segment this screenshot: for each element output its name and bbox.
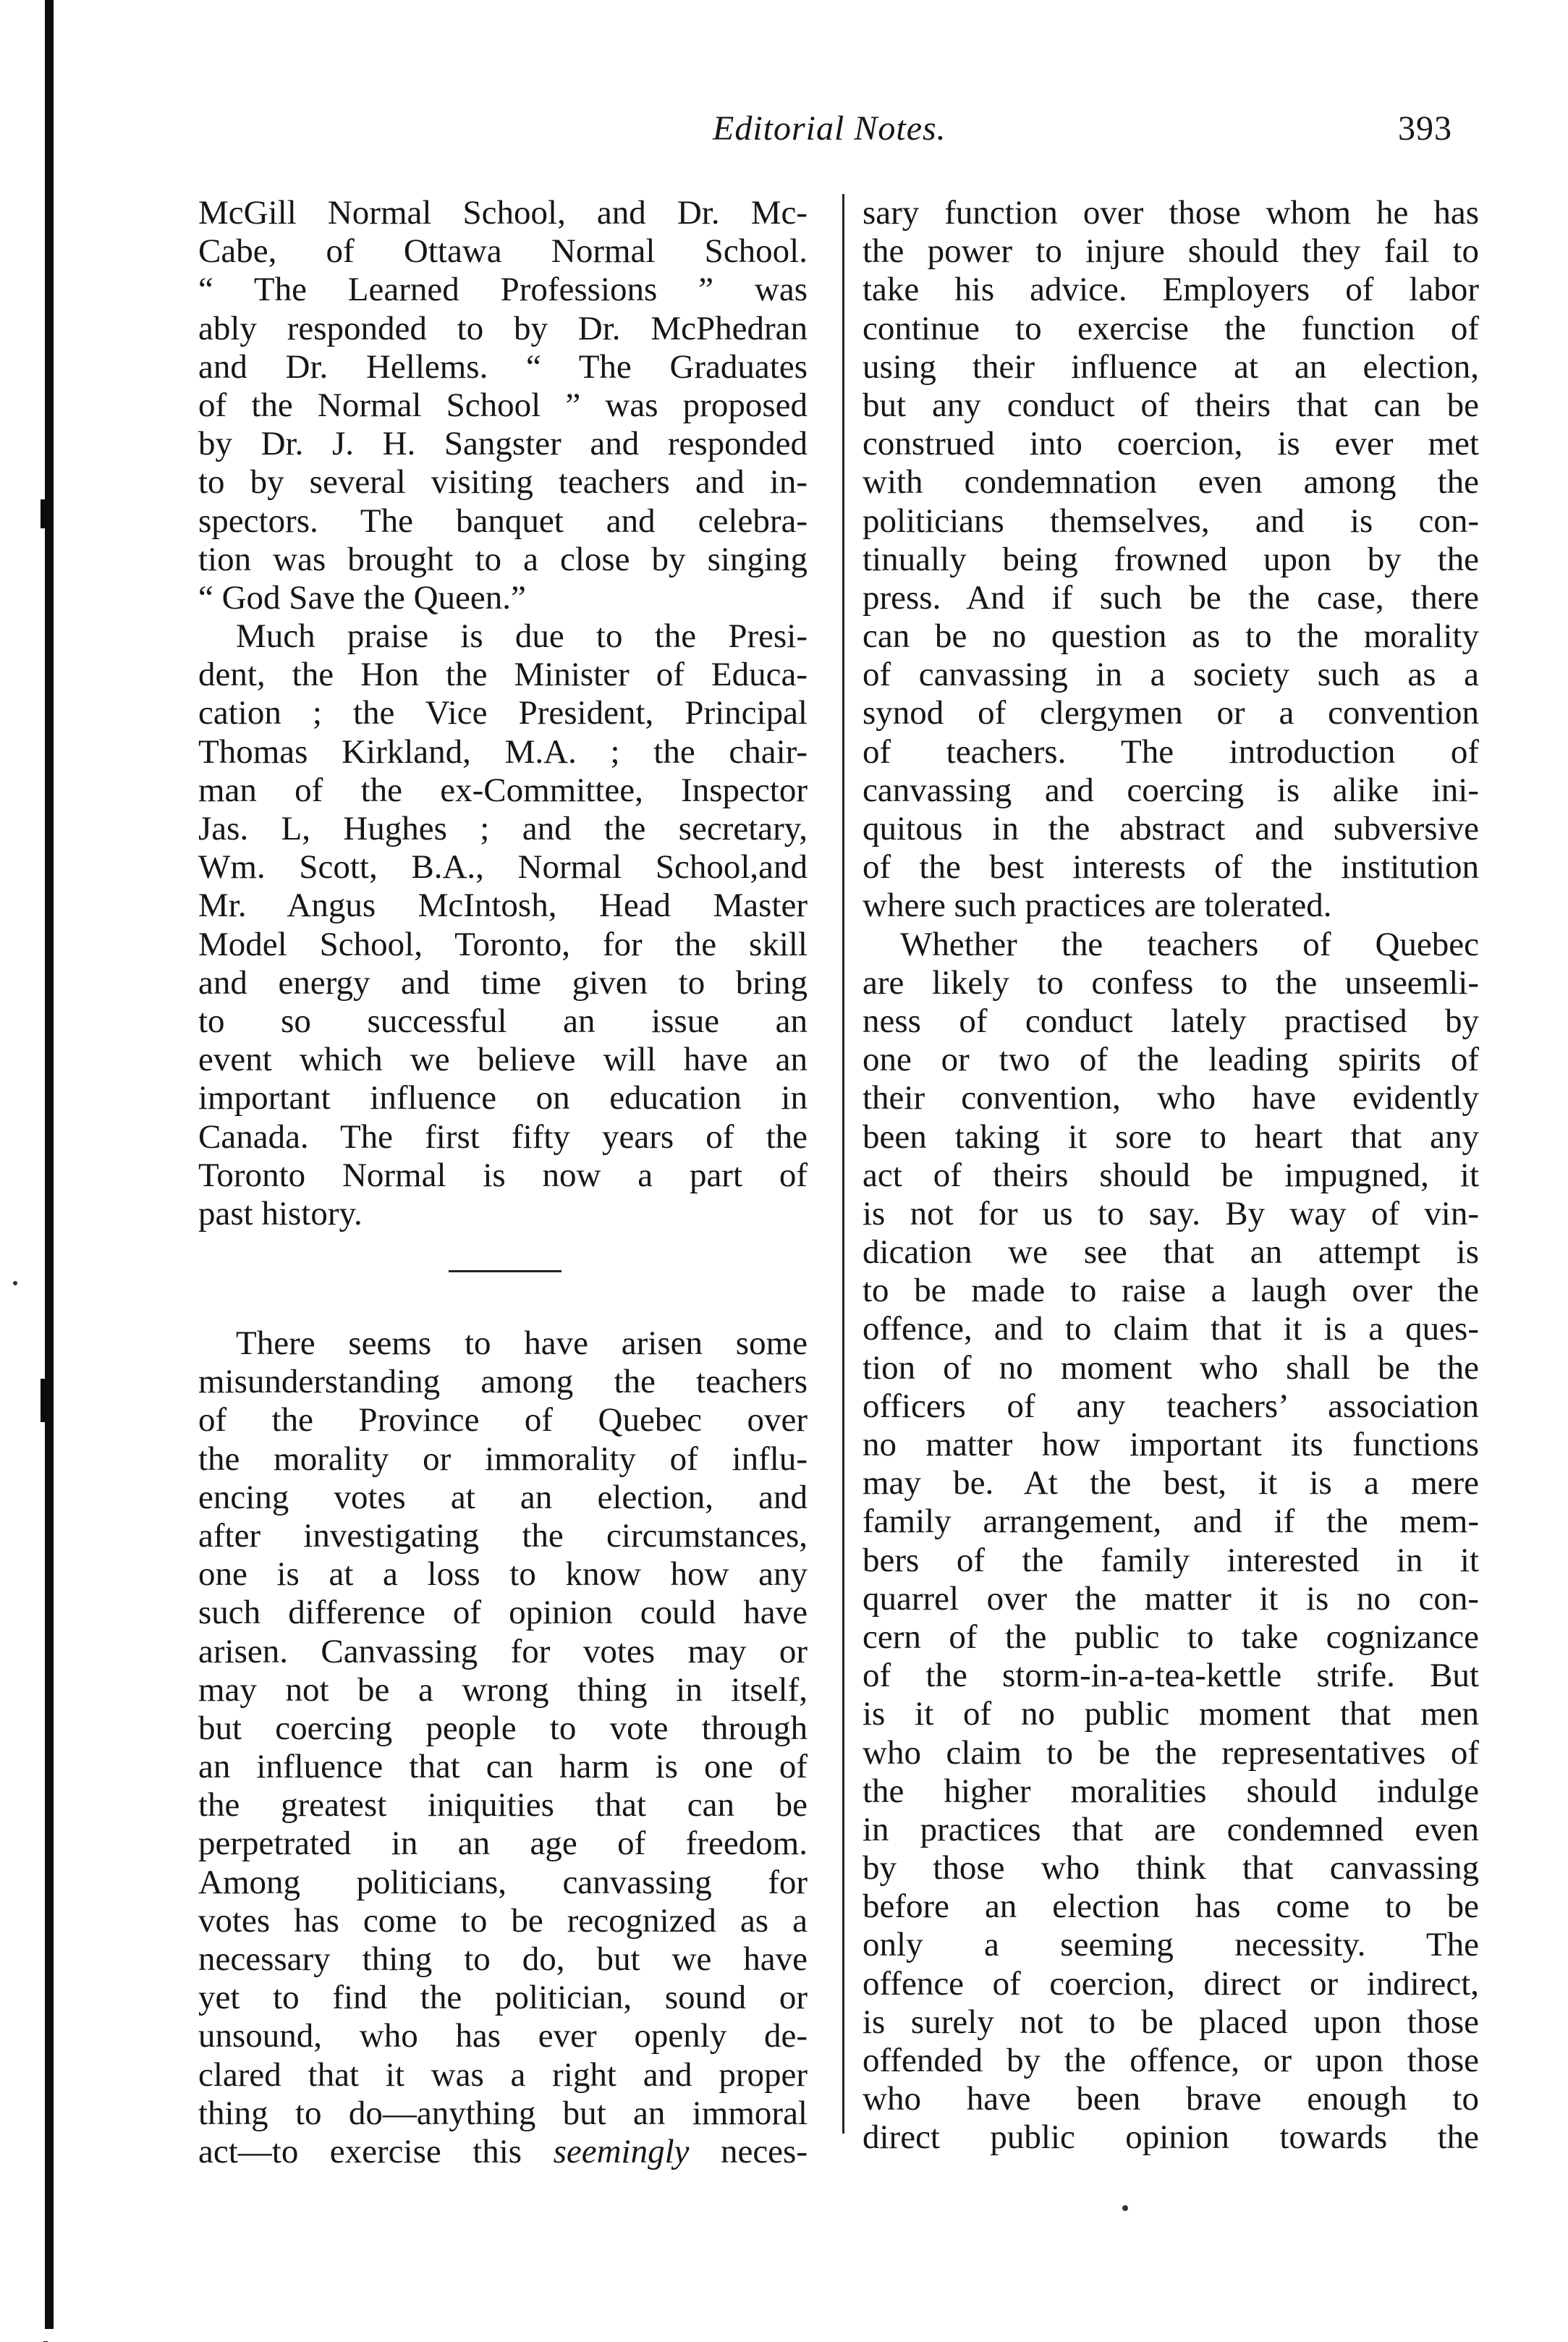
- left-column: [198, 194, 808, 1233]
- text-line: clared that it was a right and proper: [198, 2055, 808, 2094]
- text-line: event which we believe will have an: [198, 1041, 808, 1079]
- text-line: Thomas Kirkland, M.A. ; the chair-: [198, 732, 808, 771]
- text-line: tion was brought to a close by singing: [198, 540, 808, 578]
- text-line: offence, and to claim that it is a ques-: [863, 1310, 1479, 1348]
- text-line: using their influence at an election,: [863, 347, 1479, 386]
- text-line: “ God Save the Queen.”: [198, 578, 526, 617]
- text-line: to so successful an issue an: [198, 1002, 808, 1040]
- text-line: of the best interests of the institution: [863, 848, 1479, 887]
- text-line: only a seeming necessity. The: [863, 1926, 1479, 1964]
- text-fragment: neces-: [689, 2132, 808, 2170]
- text-line: votes has come to be recognized as a: [198, 1901, 808, 1940]
- text-line: in practices that are condemned even: [863, 1810, 1479, 1848]
- text-line: been taking it sore to heart that any: [863, 1117, 1479, 1156]
- paragraph-start: Much praise is due to the Presi-: [236, 617, 808, 656]
- text-line: the greatest iniquities that can be: [198, 1786, 808, 1825]
- column-divider: [842, 194, 844, 2134]
- spine-notch: [41, 1379, 48, 1422]
- text-line: an influence that can harm is one of: [198, 1748, 808, 1786]
- text-line: Mr. Angus McIntosh, Head Master: [198, 887, 808, 925]
- text-line: politicians themselves, and is con-: [863, 502, 1479, 540]
- text-line: but any conduct of theirs that can be: [863, 386, 1479, 424]
- paragraph-start: There seems to have arisen some: [236, 1324, 808, 1362]
- text-line: perpetrated in an age of freedom.: [198, 1825, 808, 1863]
- text-line: ably responded to by Dr. McPhedran: [198, 309, 808, 347]
- text-line: man of the ex-Committee, Inspector: [198, 771, 808, 809]
- text-line: one or two of the leading spirits of: [863, 1041, 1479, 1079]
- text-line: thing to do—anything but an immoral: [198, 2094, 808, 2132]
- text-line: to by several visiting teachers and in-: [198, 463, 808, 502]
- text-line: are likely to confess to the unseemli-: [863, 963, 1479, 1002]
- text-line: [198, 2133, 808, 2171]
- text-line: before an election has come to be: [863, 1887, 1479, 1926]
- text-line: cation ; the Vice President, Principal: [198, 694, 808, 732]
- text-line: sary function over those whom he has: [863, 194, 1479, 232]
- text-line: misunderstanding among the teachers: [198, 1363, 808, 1401]
- text-line: synod of clergymen or a convention: [863, 694, 1479, 732]
- text-line: act of theirs should be impugned, it: [863, 1156, 1479, 1194]
- text-line: their convention, who have evidently: [863, 1079, 1479, 1117]
- stray-ink-mark: [13, 1281, 17, 1285]
- text-line: after investigating the circumstances,: [198, 1516, 808, 1555]
- text-line: “ The Learned Professions ” was: [198, 271, 808, 309]
- text-line: direct public opinion towards the: [863, 2118, 1479, 2157]
- text-fragment: act—to exercise this: [198, 2132, 554, 2170]
- text-line: important influence on education in: [198, 1079, 808, 1117]
- text-line: dent, the Hon the Minister of Educa-: [198, 656, 808, 694]
- text-line: where such practices are tolerated.: [863, 887, 1332, 925]
- text-line: quarrel over the matter it is no con-: [863, 1579, 1479, 1618]
- text-line: family arrangement, and if the mem-: [863, 1502, 1479, 1541]
- text-line: to be made to raise a laugh over the: [863, 1272, 1479, 1310]
- text-line: can be no question as to the morality: [863, 617, 1479, 656]
- text-line: quitous in the abstract and subversive: [863, 810, 1479, 847]
- text-line: offence of coercion, direct or indirect,: [863, 1964, 1479, 2003]
- text-line: of the storm-in-a-tea-kettle strife. But: [863, 1657, 1479, 1695]
- text-line: who have been brave enough to: [863, 2080, 1479, 2118]
- text-line: with condemnation even among the: [863, 463, 1479, 502]
- section-separator: [449, 1270, 561, 1272]
- text-line: past history.: [198, 1194, 363, 1233]
- text-line: the power to injure should they fail to: [863, 232, 1479, 271]
- text-line: ness of conduct lately practised by: [863, 1002, 1479, 1040]
- text-line: press. And if such be the case, there: [863, 578, 1479, 617]
- text-line: Toronto Normal is now a part of: [198, 1156, 808, 1194]
- page-number: 393: [1398, 109, 1452, 148]
- text-line: one is at a loss to know how any: [198, 1555, 808, 1594]
- running-title: Editorial Notes.: [713, 109, 946, 148]
- text-line: Model School, Toronto, for the skill: [198, 925, 808, 963]
- text-line: McGill Normal School, and Dr. Mc-: [198, 194, 808, 232]
- text-line: but coercing people to vote through: [198, 1709, 808, 1747]
- text-line: the morality or immorality of influ-: [198, 1440, 808, 1478]
- text-line: arisen. Canvassing for votes may or: [198, 1632, 808, 1670]
- text-line: dication we see that an attempt is: [863, 1233, 1479, 1272]
- text-line: such difference of opinion could have: [198, 1594, 808, 1632]
- text-line: take his advice. Employers of labor: [863, 271, 1479, 309]
- text-line: Jas. L, Hughes ; and the secretary,: [198, 810, 808, 847]
- text-line: necessary thing to do, but we have: [198, 1940, 808, 1978]
- text-line: and energy and time given to bring: [198, 963, 808, 1002]
- text-line: Among politicians, canvassing for: [198, 1863, 808, 1901]
- book-spine-shadow: [45, 0, 54, 2329]
- text-line: by those who think that canvassing: [863, 1849, 1479, 1887]
- text-line: canvassing and coercing is alike ini-: [863, 771, 1479, 809]
- text-line: Canada. The first fifty years of the: [198, 1117, 808, 1156]
- text-line: who claim to be the representatives of: [863, 1733, 1479, 1772]
- text-line: tinually being frowned upon by the: [863, 540, 1479, 578]
- text-line: and Dr. Hellems. “ The Graduates: [198, 347, 808, 386]
- text-line: construed into coercion, is ever met: [863, 425, 1479, 463]
- text-line: of the Normal School ” was proposed: [198, 386, 808, 424]
- text-line: of the Province of Quebec over: [198, 1401, 808, 1440]
- paragraph-start: Whether the teachers of Quebec: [900, 925, 1479, 963]
- text-line: no matter how important its functions: [863, 1426, 1479, 1463]
- text-line: of canvassing in a society such as a: [863, 656, 1479, 694]
- text-line: of teachers. The introduction of: [863, 732, 1479, 771]
- text-line: Cabe, of Ottawa Normal School.: [198, 232, 808, 271]
- stray-ink-mark: [1122, 2205, 1128, 2211]
- right-column: [863, 194, 1479, 2157]
- text-line: cern of the public to take cognizance: [863, 1618, 1479, 1656]
- text-line: unsound, who has ever openly de-: [198, 2017, 808, 2055]
- spine-notch: [41, 499, 46, 528]
- text-line: spectors. The banquet and celebra-: [198, 502, 808, 540]
- text-line: tion of no moment who shall be the: [863, 1348, 1479, 1387]
- text-line: is it of no public moment that men: [863, 1695, 1479, 1733]
- text-line: may be. At the best, it is a mere: [863, 1464, 1479, 1502]
- text-line: encing votes at an election, and: [198, 1478, 808, 1516]
- text-line: officers of any teachers’ association: [863, 1387, 1479, 1425]
- text-line: bers of the family interested in it: [863, 1541, 1479, 1579]
- italic-word: seemingly: [553, 2132, 690, 2170]
- text-line: the higher moralities should indulge: [863, 1772, 1479, 1810]
- text-line: offended by the offence, or upon those: [863, 2042, 1479, 2079]
- text-line: may not be a wrong thing in itself,: [198, 1670, 808, 1709]
- text-line: continue to exercise the function of: [863, 309, 1479, 347]
- text-line: yet to find the politician, sound or: [198, 1979, 808, 2017]
- text-line: Wm. Scott, B.A., Normal School,and: [198, 848, 808, 887]
- text-line: is surely not to be placed upon those: [863, 2003, 1479, 2041]
- text-line: is not for us to say. By way of vin-: [863, 1194, 1479, 1233]
- left-column-second-article: [198, 1324, 808, 2171]
- text-line: by Dr. J. H. Sangster and responded: [198, 425, 808, 463]
